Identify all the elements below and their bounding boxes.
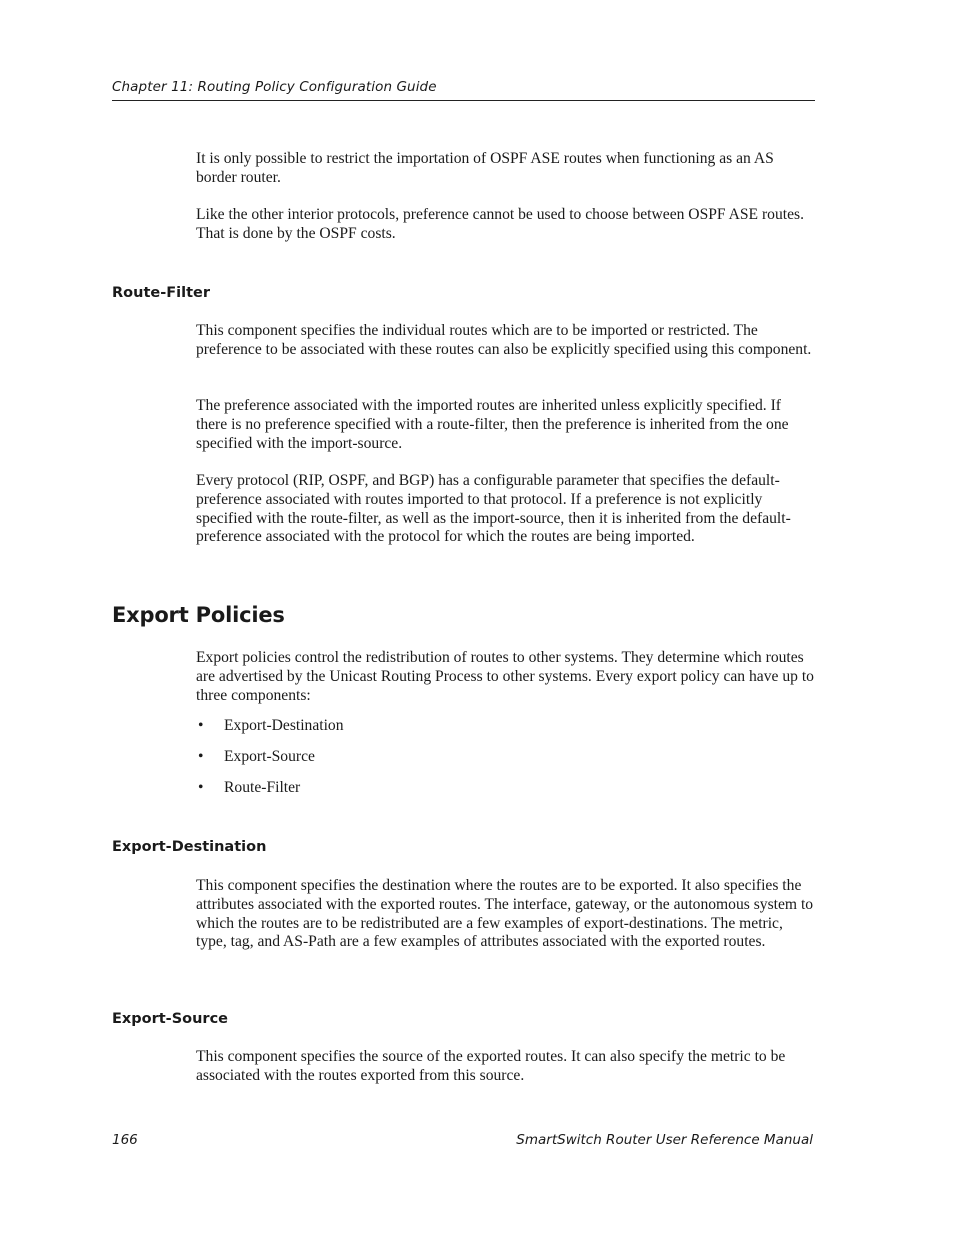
manual-title: SmartSwitch Router User Reference Manual bbox=[516, 1132, 813, 1148]
route-filter-heading: Route-Filter bbox=[112, 285, 210, 301]
intro-paragraph-1: It is only possible to restrict the importation of OSPF ASE routes when functioning as an AS border router. bbox=[196, 150, 774, 186]
export-policies-heading: Export Policies bbox=[112, 603, 285, 627]
bullet-glyph: • bbox=[198, 748, 204, 765]
route-filter-paragraph-2: The preference associated with the imported routes are inherited unless explicitly specified. If there is no preference specified with a route-filter, then the preference is inherited from the one specified with the import-source. bbox=[196, 397, 789, 452]
intro-paragraph-2: Like the other interior protocols, preference cannot be used to choose between OSPF ASE routes. That is done by the OSPF costs. bbox=[196, 206, 804, 242]
export-components-list bbox=[196, 716, 696, 809]
list-item bbox=[196, 716, 696, 747]
running-header: Chapter 11: Routing Policy Configuration Guide bbox=[112, 79, 815, 101]
list-item-label: Export-Source bbox=[224, 748, 315, 765]
route-filter-paragraph-1: This component specifies the individual routes which are to be imported or restricted. The preference to be associated with these routes can also be explicitly specified using this component. bbox=[196, 322, 812, 358]
export-destination-paragraph: This component specifies the destination where the routes are to be exported. It also specifies the attributes associated with the exported routes. The interface, gateway, or the autonomous system to which the routes are to be redistributed are a few examples of export-destinations. The metric, type, tag, and AS-Path are a few examples of attributes associated with the exported routes. bbox=[196, 877, 814, 951]
list-item-label: Route-Filter bbox=[224, 779, 301, 796]
list-item bbox=[196, 778, 696, 809]
list-item bbox=[196, 747, 696, 778]
bullet-glyph: • bbox=[198, 779, 204, 796]
bullet-glyph: • bbox=[198, 717, 204, 734]
list-item-label: Export-Destination bbox=[224, 717, 344, 734]
export-source-heading: Export-Source bbox=[112, 1011, 229, 1027]
export-policies-paragraph: Export policies control the redistribution of routes to other systems. They determine which routes are advertised by the Unicast Routing Process to other systems. Every export policy can have up to three components: bbox=[196, 649, 814, 704]
page-number: 166 bbox=[112, 1132, 138, 1148]
export-source-paragraph: This component specifies the source of the exported routes. It can also specify the metric to be associated with the routes exported from this source. bbox=[196, 1048, 786, 1084]
export-destination-heading: Export-Destination bbox=[112, 839, 267, 855]
route-filter-paragraph-3: Every protocol (RIP, OSPF, and BGP) has a configurable parameter that specifies the default-preference associated with routes imported to that protocol. If a preference is not explicitly specified with the route-filter, as well as the import-source, then it is inherited from the default-preference associated with the protocol for which the routes are being imported. bbox=[196, 472, 791, 546]
